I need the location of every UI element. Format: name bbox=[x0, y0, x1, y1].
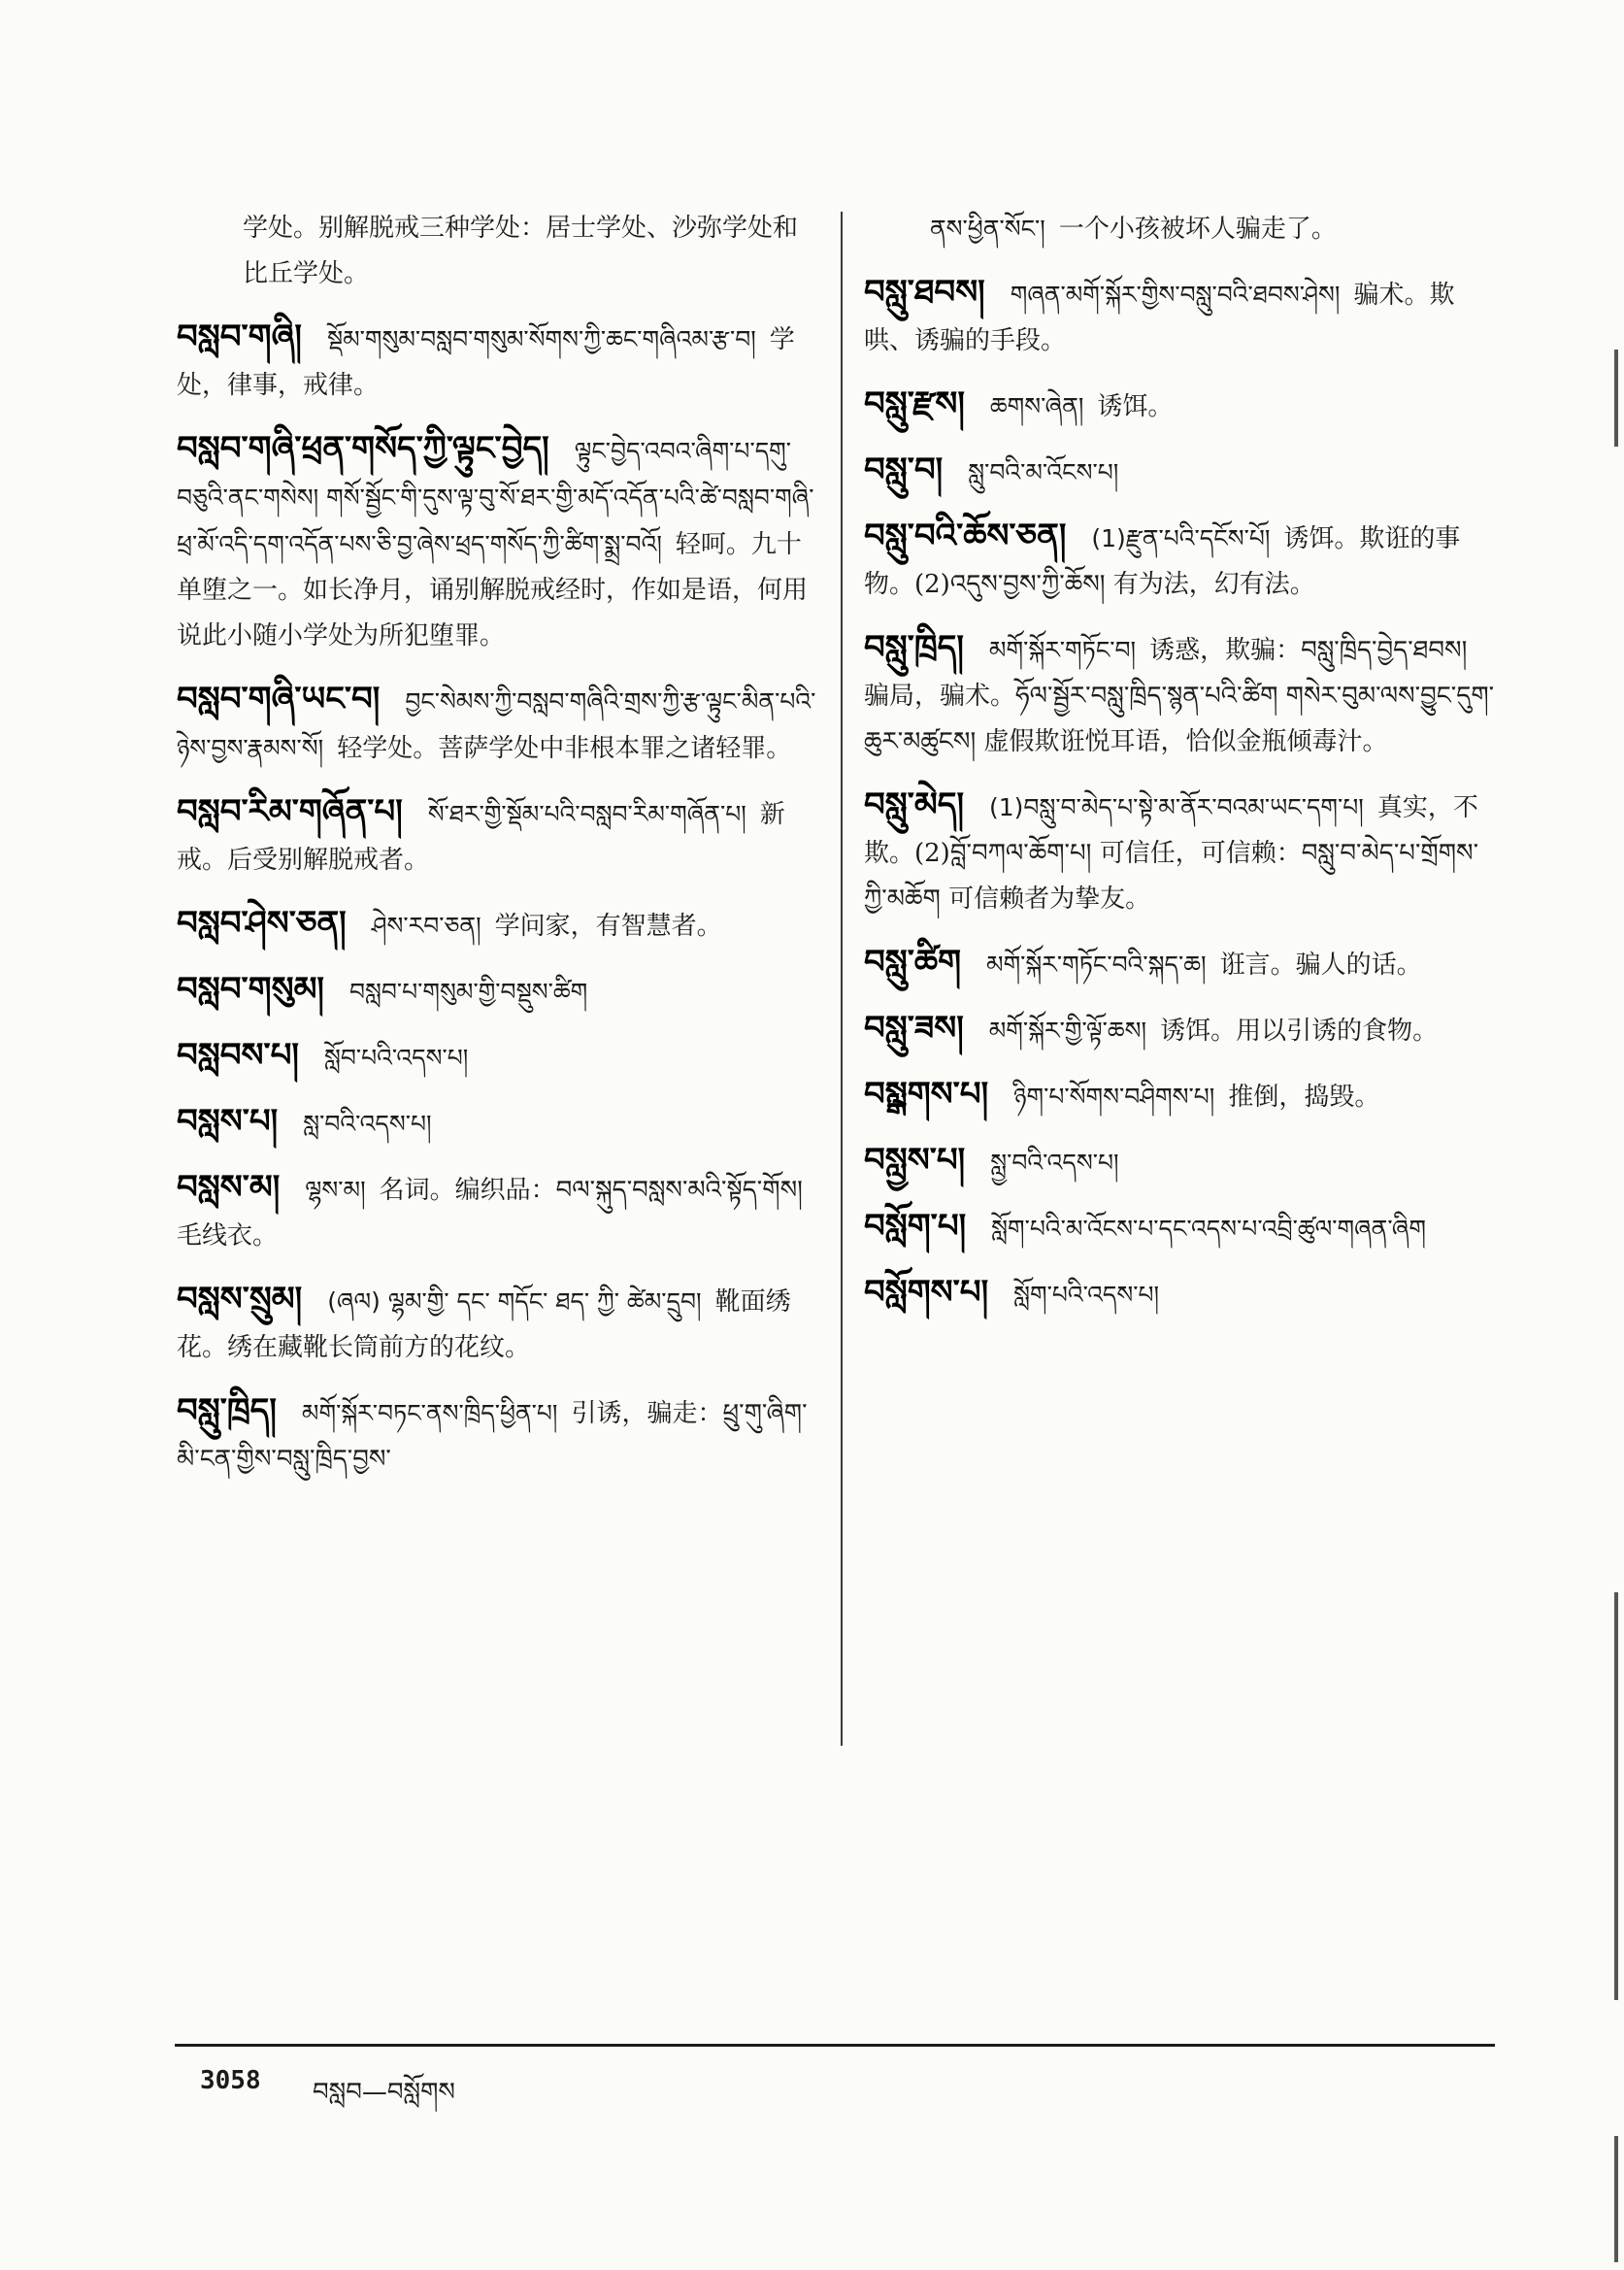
entry-tibetan-definition: ལྟུང་བྱེད་འབའ་ཞིག་པ་དགུ་བཅུའི་ནང་གསེས། གསོ་སྦྱོང་གི་དུས་ལྟ་བུ་སོ་ཐར་གྱི་མདོ་འདོན་པའི་ཚེ་བསླབ་གཞི་ཕྲ་མོ་འདི་དག་འདོན་པས་ཅི་བྱ་ཞེས་ཕྲད་གསོད་ཀྱི་ཚིག་སྨྲ་བའོ། bbox=[177, 437, 814, 558]
entry-headword: བསླབ་རིམ་གཞོན་པ། bbox=[177, 792, 403, 831]
entry-tibetan-definition: བསླབ་པ་གསུམ་གྱི་བསྡུས་ཚིག bbox=[348, 978, 588, 1006]
entry-tibetan-definition: མགོ་སྐོར་གཏོང་བ། bbox=[988, 636, 1137, 664]
entry-chinese-definition: 名词。编织品：བལ་སྐུད་བསླས་མའི་སྟོད་གོས། 毛线衣。 bbox=[177, 1176, 803, 1251]
dictionary-entry bbox=[864, 783, 1495, 922]
dictionary-entry bbox=[864, 1138, 1495, 1186]
entry-tibetan-definition: (1)བསླུ་བ་མེད་པ་སྟེ་མ་ནོར་བའམ་ཡང་དག་པ། bbox=[989, 793, 1364, 821]
entry-tibetan-definition: ཤེས་རབ་ཅན། bbox=[371, 912, 481, 940]
entry-chinese-definition: 诳言。骗人的话。 bbox=[1219, 951, 1422, 980]
entry-tibetan-definition: ཉིག་པ་སོགས་བཤིགས་པ། bbox=[1013, 1083, 1215, 1111]
dictionary-entry bbox=[177, 1099, 817, 1148]
entry-tibetan-definition: ལྷས་མ། bbox=[305, 1176, 366, 1204]
entry-tibetan-definition: སློག་པའི་མ་འོངས་པ་དང་འདས་པ་འབྲི་ཚུལ་གཞན་ཞིག bbox=[991, 1215, 1426, 1243]
entry-tibetan-definition: སྡོམ་གསུམ་བསླབ་གསུམ་སོགས་ཀྱི་ཆང་གཞིའམ་རྩ་བ། bbox=[326, 325, 756, 353]
dictionary-entry bbox=[864, 1006, 1495, 1054]
entry-headword: བསླྒགས་པ། bbox=[864, 1075, 989, 1114]
entry-headword: བསླབ་གསུམ། bbox=[177, 970, 324, 1009]
entry-tibetan-definition: སླ་བའི་འདས་པ། bbox=[303, 1110, 432, 1138]
entry-chinese-definition: 轻呵。九十单堕之一。如长净月，诵别解脱戒经时，作如是语，何用说此小随小学处为所犯堕罪。 bbox=[177, 530, 809, 651]
dictionary-entry bbox=[177, 1388, 817, 1483]
entry-tibetan-definition: ནས་ཕྱིན་སོང་། bbox=[930, 215, 1045, 243]
dictionary-entry bbox=[177, 1033, 817, 1082]
entry-chinese-definition: 诱饵。用以引诱的食物。 bbox=[1160, 1017, 1439, 1046]
entry-headword: བསླུ་ཚིག bbox=[864, 943, 962, 982]
entry-chinese-definition: 学处，律事，戒律。 bbox=[177, 325, 795, 400]
entry-headword: བསླབ་གཞི་ཡང་བ། bbox=[177, 680, 381, 718]
entry-headword: བསླུ་ཐབས། bbox=[864, 273, 985, 312]
entry-headword: བསློགས་པ། bbox=[864, 1273, 989, 1312]
entry-chinese-definition: 轻学处。菩萨学处中非根本罪之诸轻罪。 bbox=[337, 734, 792, 763]
dictionary-entry bbox=[864, 382, 1495, 430]
dictionary-entry bbox=[864, 1204, 1495, 1252]
entry-tibetan-definition: སླུ་བའི་མ་འོངས་པ། bbox=[968, 458, 1119, 486]
entry-headword: བསླུ་བའི་ཆོས་ཅན། bbox=[864, 517, 1067, 555]
entry-headword: བསླས་སྲུམ། bbox=[177, 1280, 303, 1319]
entry-chinese-definition: 诱惑，欺骗：བསླུ་ཁྲིད་བྱེད་ཐབས། 骗局，骗术。ཧོལ་སྦྱོར་བསླུ་ཁྲིད་སྙན་པའི་ཚིག གསེར་བུམ་ལས་བྱུང་དུག་ཆུར་མཚུངས། 虚假欺诳悦耳语，恰似金瓶倾毒汁。 bbox=[864, 636, 1495, 756]
entry-headword: བསླབ་ཤེས་ཅན། bbox=[177, 904, 347, 943]
entry-tibetan-definition: (ཞལ) ལྷམ་གྱི་ དང་ གདོང་ ཐད་ ཀྱི་ ཚེམ་དྲུབ། bbox=[327, 1287, 702, 1316]
dictionary-entry bbox=[177, 677, 817, 772]
entry-headword: བསླྱས་པ། bbox=[864, 1141, 966, 1180]
entry-headword: བསླབ་གཞི་ཕྲན་གསོད་ཀྱི་ལྟུང་བྱེད། bbox=[177, 429, 549, 468]
entry-tibetan-definition: བྱང་སེམས་ཀྱི་བསླབ་གཞིའི་གྲས་ཀྱི་རྩ་ལྟུང་མིན་པའི་ཉེས་བྱས་རྣམས་སོ། bbox=[177, 687, 816, 762]
entry-chinese-definition: 诱饵。 bbox=[1097, 392, 1174, 421]
entry-chinese-definition: 一个小孩被坏人骗走了。 bbox=[1058, 215, 1337, 244]
entry-headword: བསླུ་བ། bbox=[864, 451, 944, 489]
dictionary-entry bbox=[177, 789, 817, 884]
right-column bbox=[864, 206, 1495, 1336]
entry-tibetan-definition: མགོ་སྐོར་བཏང་ནས་ཁྲིད་ཕྱིན་པ། bbox=[301, 1399, 558, 1427]
entry-headword: བསླབས་པ། bbox=[177, 1036, 299, 1075]
entry-chinese-definition: 真实，不欺。(2)བློ་བཀལ་ཆོག་པ། 可信任，可信赖：བསླུ་བ་མེད་པ་གྲོགས་ཀྱི་མཆོག 可信赖者为挚友。 bbox=[864, 793, 1479, 914]
dictionary-entry bbox=[177, 901, 817, 950]
entry-headword: བསླུ་ཟས། bbox=[864, 1009, 964, 1048]
page-number: 3058 bbox=[200, 2066, 261, 2095]
entry-tibetan-definition: (1)རྫུན་པའི་དངོས་པོ། bbox=[1091, 524, 1271, 552]
dictionary-entry bbox=[864, 625, 1495, 765]
entry-tibetan-definition: ཆགས་ཞེན། bbox=[989, 392, 1084, 420]
entry-headword: བསློག་པ། bbox=[864, 1207, 967, 1246]
entry-chinese-definition: 推倒，捣毁。 bbox=[1228, 1083, 1380, 1112]
left-column bbox=[177, 206, 817, 1500]
entry-chinese-definition: 学处。别解脱戒三种学处：居士学处、沙弥学处和比丘学处。 bbox=[243, 214, 799, 288]
entry-tibetan-definition: མགོ་སྐོར་གྱི་ལྟོ་ཆས། bbox=[988, 1017, 1147, 1045]
entry-chinese-definition: 骗术。欺哄、诱骗的手段。 bbox=[864, 281, 1455, 355]
dictionary-entry bbox=[177, 1165, 817, 1259]
entry-headword: བསླུ་རྫས། bbox=[864, 384, 965, 423]
entry-chinese-definition: 学问家，有智慧者。 bbox=[494, 912, 722, 941]
entry-headword: བསླས་མ། bbox=[177, 1168, 281, 1207]
entry-chinese-definition: 引诱，骗走：ཕྲུ་གུ་ཞིག་མི་ངན་གྱིས་བསླུ་ཁྲིད་བྱས་ bbox=[177, 1399, 808, 1474]
column-divider bbox=[841, 212, 843, 1746]
dictionary-entry bbox=[864, 448, 1495, 496]
running-head: བསླབ—བསློགས bbox=[313, 2078, 455, 2107]
entry-headword: བསླུ་ཁྲིད། bbox=[177, 1391, 277, 1430]
dictionary-entry bbox=[864, 270, 1495, 364]
dictionary-entry bbox=[177, 967, 817, 1016]
dictionary-entry bbox=[864, 940, 1495, 988]
scan-edge-marks bbox=[1595, 0, 1624, 2270]
footer-rule bbox=[175, 2044, 1495, 2047]
entry-headword: བསླབ་གཞི། bbox=[177, 317, 302, 356]
entry-tibetan-definition: སློབ་པའི་འདས་པ། bbox=[323, 1044, 469, 1072]
entry-chinese-definition: 诱饵。欺诳的事物。(2)འདུས་བྱས་ཀྱི་ཆོས། 有为法，幻有法。 bbox=[864, 524, 1461, 599]
dictionary-entry bbox=[177, 1277, 817, 1371]
entry-tibetan-definition: སོ་ཐར་གྱི་སྡོམ་པའི་བསླབ་རིམ་གཞོན་པ། bbox=[427, 800, 746, 828]
dictionary-entry bbox=[177, 206, 817, 297]
entry-tibetan-definition: མགོ་སྐོར་གཏོང་བའི་སྐད་ཆ། bbox=[986, 951, 1207, 979]
entry-headword: བསླུ་མེད། bbox=[864, 785, 964, 824]
entry-tibetan-definition: སློག་པའི་འདས་པ། bbox=[1013, 1281, 1160, 1309]
entry-tibetan-definition: གཞན་མགོ་སྐོར་གྱིས་བསླུ་བའི་ཐབས་ཤེས། bbox=[1010, 281, 1341, 309]
dictionary-entry bbox=[177, 315, 817, 409]
dictionary-entry bbox=[177, 426, 817, 659]
dictionary-entry bbox=[864, 206, 1495, 252]
dictionary-entry bbox=[864, 1270, 1495, 1319]
dictionary-entry bbox=[864, 514, 1495, 608]
entry-chinese-definition: 靴面绣花。绣在藏靴长筒前方的花纹。 bbox=[177, 1287, 791, 1362]
entry-chinese-definition: 新戒。后受别解脱戒者。 bbox=[177, 800, 785, 875]
entry-headword: བསླུ་ཁྲིད། bbox=[864, 628, 964, 667]
entry-headword: བསླས་པ། bbox=[177, 1102, 279, 1141]
dictionary-entry bbox=[864, 1072, 1495, 1120]
entry-tibetan-definition: སླྱ་བའི་འདས་པ། bbox=[990, 1149, 1119, 1177]
